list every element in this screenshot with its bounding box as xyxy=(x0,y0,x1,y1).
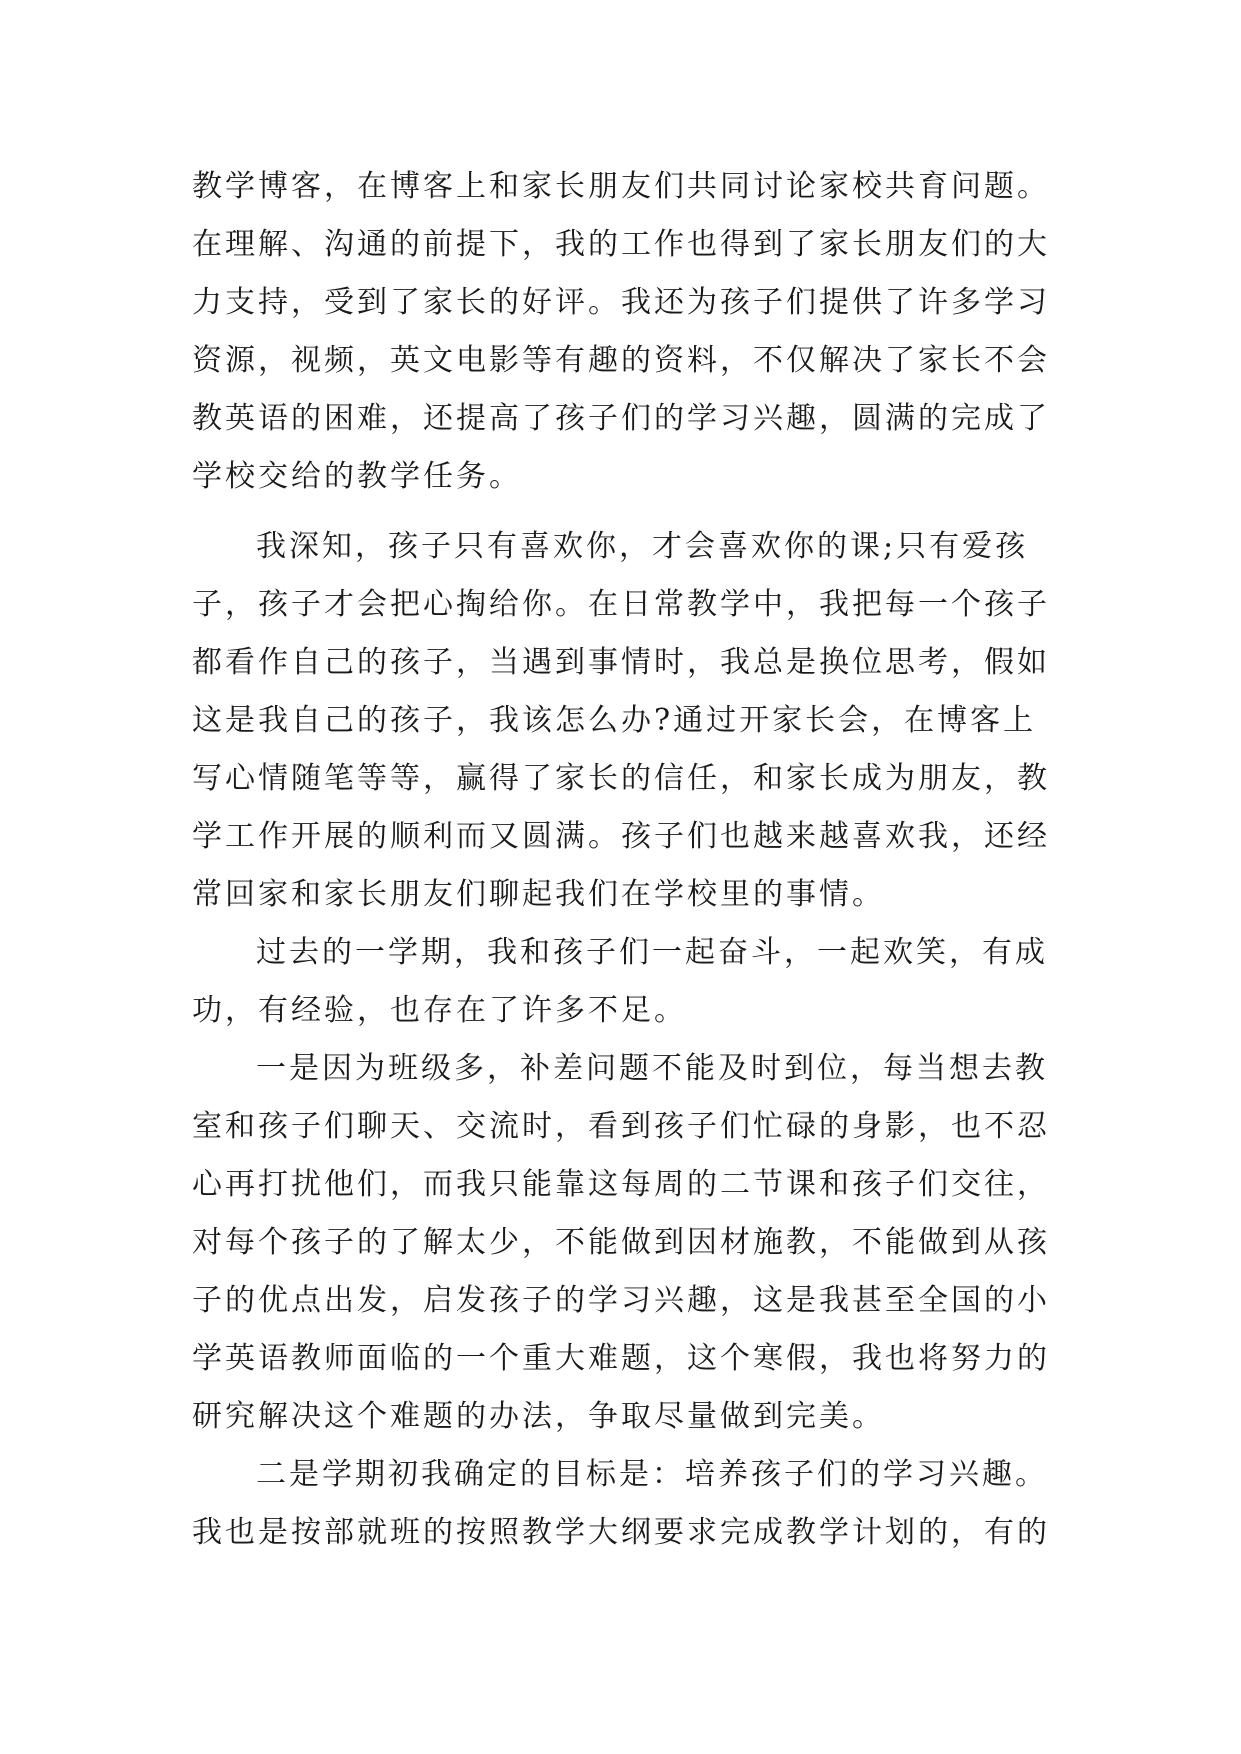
text-line: 室和孩子们聊天、交流时，看到孩子们忙碌的身影，也不忍 xyxy=(192,1109,1050,1144)
text-line: 功，有经验，也存在了许多不足。 xyxy=(192,993,687,1028)
paragraph-start-line: 过去的一学期，我和孩子们一起奋斗，一起欢笑，有成 xyxy=(256,935,1048,970)
paragraph-start-line: 我深知，孩子只有喜欢你，才会喜欢你的课;只有爱孩 xyxy=(256,529,1029,564)
text-line: 心再打扰他们，而我只能靠这每周的二节课和孩子们交往， xyxy=(192,1167,1050,1202)
text-line: 对每个孩子的了解太少，不能做到因材施教，不能做到从孩 xyxy=(192,1225,1050,1260)
text-line: 研究解决这个难题的办法，争取尽量做到完美。 xyxy=(192,1399,885,1434)
text-line: 学工作开展的顺利而又圆满。孩子们也越来越喜欢我，还经 xyxy=(192,819,1050,854)
text-line: 教英语的困难，还提高了孩子们的学习兴趣，圆满的完成了 xyxy=(192,401,1050,436)
text-line: 常回家和家长朋友们聊起我们在学校里的事情。 xyxy=(192,877,885,912)
paragraph-start-line: 一是因为班级多，补差问题不能及时到位，每当想去教 xyxy=(256,1051,1048,1086)
document-body xyxy=(192,158,1052,1562)
text-line: 子，孩子才会把心掏给你。在日常教学中，我把每一个孩子 xyxy=(192,587,1050,622)
text-line: 力支持，受到了家长的好评。我还为孩子们提供了许多学习 xyxy=(192,285,1050,320)
text-line: 教学博客，在博客上和家长朋友们共同讨论家校共育问题。 xyxy=(192,169,1050,204)
paragraph-start-line: 二是学期初我确定的目标是：培养孩子们的学习兴趣。 xyxy=(256,1457,1048,1492)
text-line: 学校交给的教学任务。 xyxy=(192,459,522,494)
text-line: 写心情随笔等等，赢得了家长的信任，和家长成为朋友，教 xyxy=(192,761,1050,796)
text-line: 都看作自己的孩子，当遇到事情时，我总是换位思考，假如 xyxy=(192,645,1050,680)
text-line: 我也是按部就班的按照教学大纲要求完成教学计划的，有的 xyxy=(192,1515,1050,1550)
text-line: 学英语教师面临的一个重大难题，这个寒假，我也将努力的 xyxy=(192,1341,1050,1376)
text-line: 资源，视频，英文电影等有趣的资料，不仅解决了家长不会 xyxy=(192,343,1050,378)
text-line: 这是我自己的孩子，我该怎么办?通过开家长会，在博客上 xyxy=(192,703,1037,738)
text-line: 在理解、沟通的前提下，我的工作也得到了家长朋友们的大 xyxy=(192,227,1050,262)
text-line: 子的优点出发，启发孩子的学习兴趣，这是我甚至全国的小 xyxy=(192,1283,1050,1318)
